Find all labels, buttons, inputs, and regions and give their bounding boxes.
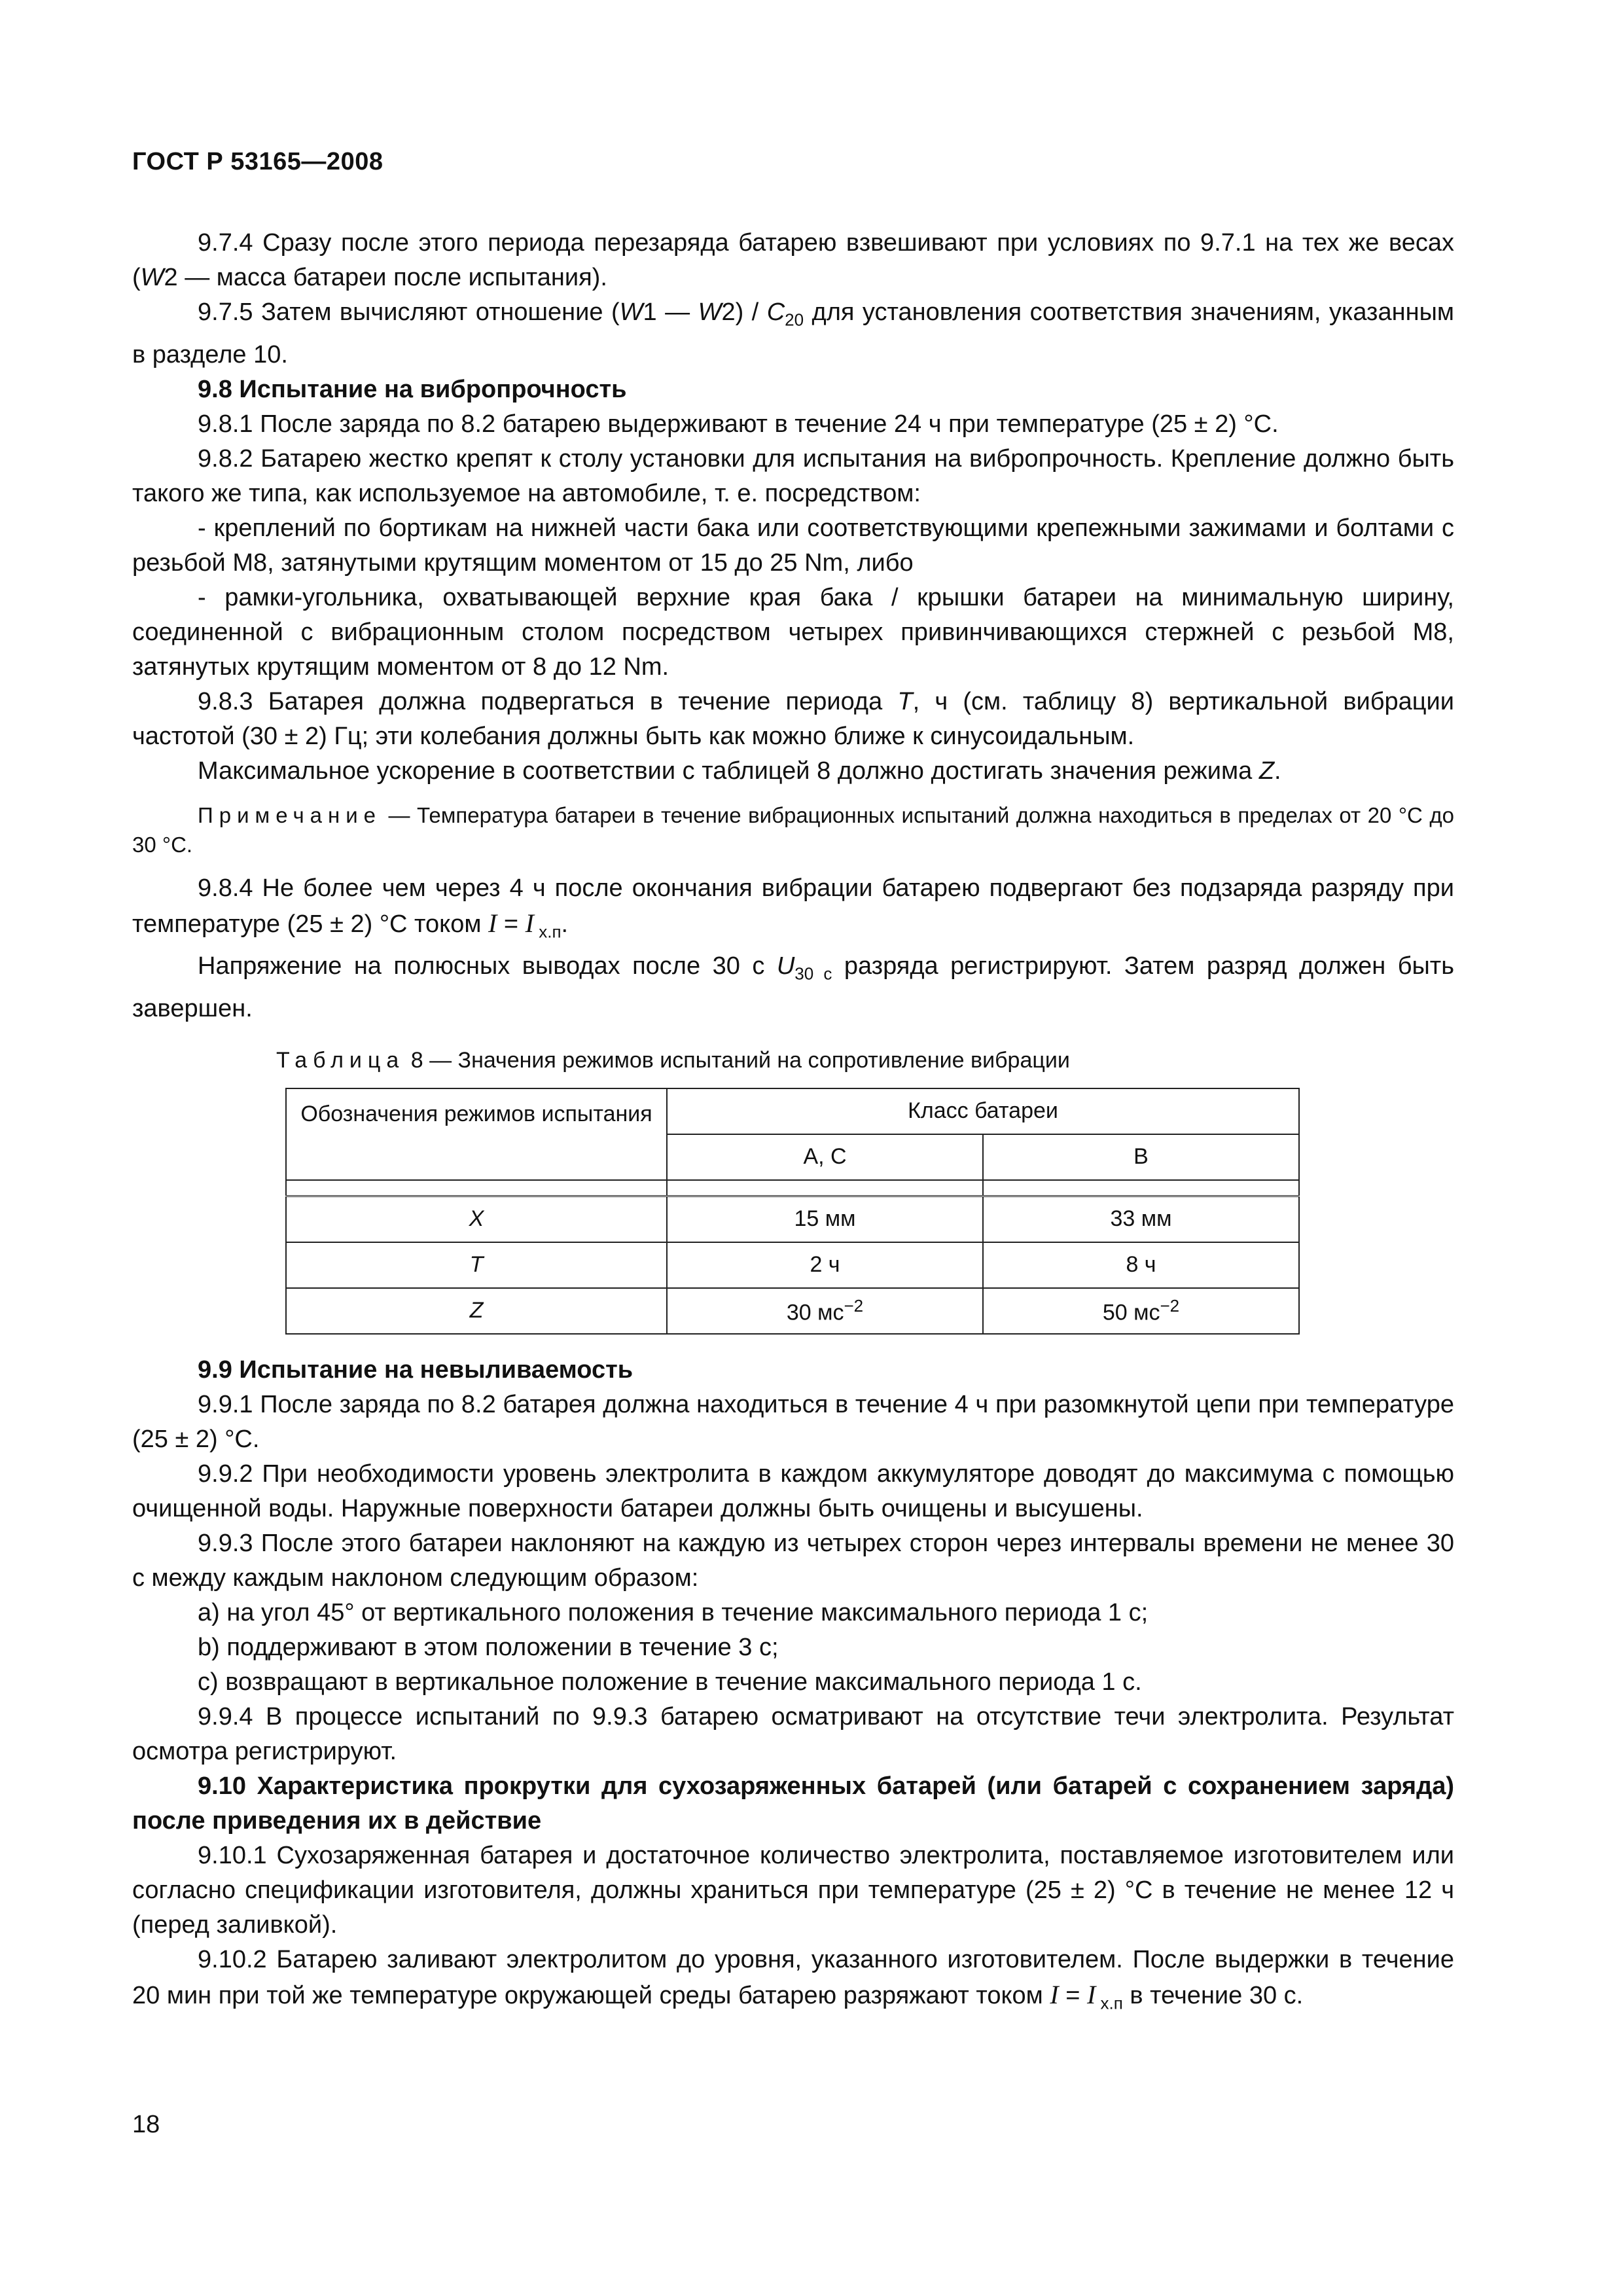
table-header-ac: А, С (667, 1134, 983, 1180)
table-cell-ac: 15 мм (667, 1196, 983, 1242)
paragraph-9-9-1: 9.9.1 После заряда по 8.2 батарея должна находиться в течение 4 ч при разомкнутой цепи при температуре (25 ± 2) °С. (132, 1390, 1454, 1453)
list-item-b: b) поддерживают в этом положении в течение 3 с; (198, 1633, 779, 1661)
table-header-class: Класс батареи (667, 1088, 1299, 1134)
list-item-c: с) возвращают в вертикальное положение в течение максимального периода 1 с. (198, 1668, 1142, 1696)
paragraph-9-10-2: 9.10.2 Батарею заливают электролитом до уровня, указанного изготовителем. После выдержки в течение 20 мин при той же температуре окружающей среды батарею разряжают током I = I $_{х.п}$ в течение 30 с. (132, 1945, 1454, 2013)
paragraph-9-7-5: 9.7.5 Затем вычисляют отношение (W1 — $W2) / C_{20}$ для установления соответствия значениям, указанным в разделе 10. (132, 298, 1455, 368)
page-number: 18 (132, 2111, 160, 2138)
table-gap-cell (286, 1180, 667, 1196)
document-header: ГОСТ Р 53165—2008 (132, 148, 383, 175)
paragraph-9-8-2-dash-1: - креплений по бортикам на нижней части бака или соответствующими крепежными зажимами и болтами с резьбой М8, затянутыми крутящим моментом от 15 до 25 Nm, либо (132, 514, 1454, 577)
table-cell-mode: T (286, 1242, 667, 1288)
heading-9-8: 9.8 Испытание на вибропрочность (198, 375, 627, 403)
paragraph-9-8-2: 9.8.2 Батарею жестко крепят к столу установки для испытания на вибропрочность. Крепление должно быть такого же типа, как используемое на автомобиле, т. е. посредством: (132, 444, 1454, 507)
paragraph-9-9-4: 9.9.4 В процессе испытаний по 9.9.3 батарею осматривают на отсутствие течи электролита. Результат осмотра регистрируют. (132, 1702, 1454, 1765)
paragraph-max-acceleration: Максимальное ускорение в соответствии с таблицей 8 должно достигать значения режима Z. (198, 757, 1281, 785)
table-8-caption: Таблица 8 — Значения режимов испытаний на сопротивление вибрации (276, 1047, 1070, 1073)
table-cell-mode: Z (286, 1288, 667, 1334)
table-cell-b: 50 $мс^{-2}$ (983, 1288, 1299, 1334)
paragraph-voltage: Напряжение на полюсных выводах после 30 с $U_{30 с}$ разряда регистрируют. Затем разряд должен быть завершен. (132, 952, 1454, 1022)
paragraph-9-8-1: 9.8.1 После заряда по 8.2 батарею выдерживают в течение 24 ч при температуре (25 ± 2) °С. (198, 410, 1279, 438)
table-cell-b: 33 мм (983, 1196, 1299, 1242)
paragraph-9-10-1: 9.10.1 Сухозаряженная батарея и достаточное количество электролита, поставляемое изготовителем или согласно спецификации изготовителя, должны храниться при температуре (25 ± 2) °С в течение не менее 12 ч (перед заливкой). (132, 1841, 1454, 1939)
heading-9-10: 9.10 Характеристика прокрутки для сухозаряженных батарей (или батарей с сохранением заряда) после приведения их в действие (132, 1772, 1454, 1835)
note-label: Примечание (198, 802, 382, 827)
table-8 (285, 1088, 1300, 1335)
table-cell-ac: 2 ч (667, 1242, 983, 1288)
table-row (286, 1242, 1299, 1288)
paragraph-9-8-3: 9.8.3 Батарея должна подвергаться в течение периода T, ч (см. таблицу 8) вертикальной вибрации частотой (30 ± 2) Гц; эти колебания должны быть как можно ближе к синусоидальным. (132, 687, 1455, 750)
document-body (132, 226, 1454, 2020)
paragraph-9-9-2: 9.9.2 При необходимости уровень электролита в каждом аккумуляторе доводят до максимума с помощью очищенной воды. Наружные поверхности батареи должны быть очищены и высушены. (132, 1460, 1454, 1522)
table-header-mode: Обозначения режимов испытания (286, 1088, 667, 1180)
table-cell-mode: X (286, 1196, 667, 1242)
note: Примечание — Температура батареи в течение вибрационных испытаний должна находиться в пределах от 20 °С до 30 °С. (132, 802, 1454, 857)
paragraph-9-8-4: 9.8.4 Не более чем через 4 ч после окончания вибрации батарею подвергают без подзаряда разряду при температуре (25 ± 2) °С током I = I $_{х.п}$. (132, 874, 1454, 942)
table-gap-cell (983, 1180, 1299, 1196)
table-row (286, 1196, 1299, 1242)
paragraph-9-7-4: 9.7.4 Сразу после этого периода перезаряда батарею взвешивают при условиях по 9.7.1 на тех же весах (W2 — масса батареи после испытания). (132, 229, 1454, 291)
table-cell-b: 8 ч (983, 1242, 1299, 1288)
heading-9-9: 9.9 Испытание на невыливаемость (198, 1355, 633, 1384)
table-cell-ac: 30 $мс^{-2}$ (667, 1288, 983, 1334)
table-header-b: В (983, 1134, 1299, 1180)
paragraph-9-9-3: 9.9.3 После этого батареи наклоняют на каждую из четырех сторон через интервалы времени не менее 30 с между каждым наклоном следующим образом: (132, 1529, 1454, 1592)
list-item-a: а) на угол 45° от вертикального положения в течение максимального периода 1 с; (198, 1598, 1149, 1626)
table-gap-cell (667, 1180, 983, 1196)
paragraph-9-8-2-dash-2: - рамки-угольника, охватывающей верхние края бака / крышки батареи на минимальную ширину, соединенной с вибрационным столом посредством четырех привинчивающихся стержней с резьбой М8, затянутых крутящим моментом от 8 до 12 Nm. (132, 583, 1454, 681)
table-row (286, 1288, 1299, 1334)
